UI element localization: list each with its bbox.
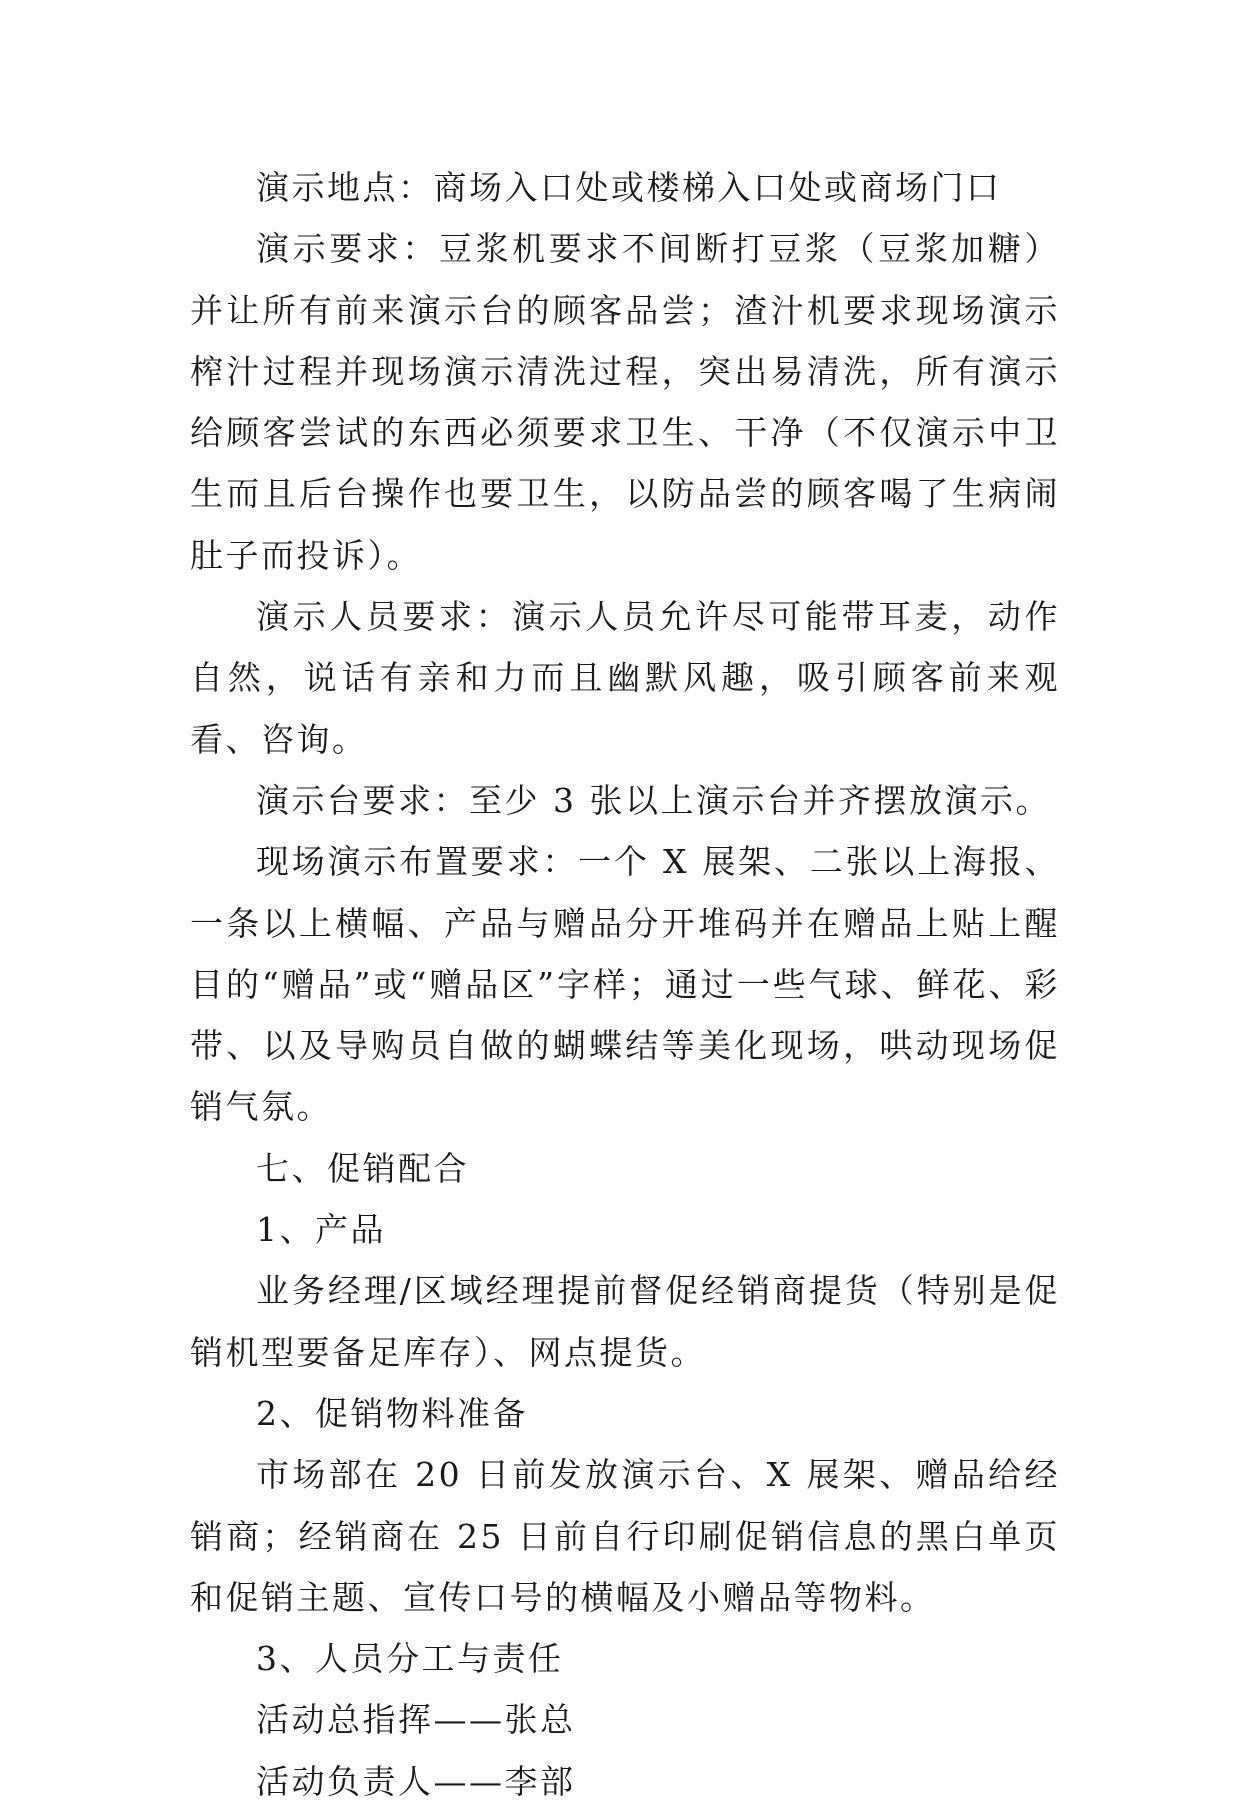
subheading-product: 1、产品	[256, 1210, 386, 1250]
paragraph-demo-location: 演示地点：商场入口处或楼梯入口处或商场门口	[256, 168, 1002, 207]
paragraph-product-stocking: 业务经理/区域经理提前督促经销商提货（特别是促销机型要备足库存）、网点提货。	[190, 1271, 1060, 1372]
paragraph-site-layout-requirements: 现场演示布置要求：一个 X 展架、二张以上海报、一条以上横幅、产品与赠品分开堆码并在赠品上贴上醒目的“赠品”或“赠品区”字样；通过一些气球、鲜花、彩带、以及导购员自做的蝴蝶结等美化现场，哄动现场促销气氛。	[190, 842, 1060, 1127]
subheading-materials: 2、促销物料准备	[256, 1393, 528, 1433]
document-body	[190, 157, 1060, 1812]
role-lead: 活动负责人——李部	[256, 1761, 576, 1801]
section-heading-promotion-support: 七、促销配合	[256, 1148, 469, 1188]
paragraph-demo-staff-requirements: 演示人员要求：演示人员允许尽可能带耳麦，动作自然，说话有亲和力而且幽默风趣，吸引顾客前来观看、咨询。	[190, 597, 1060, 759]
paragraph-materials-schedule: 市场部在 20 日前发放演示台、X 展架、赠品给经销商；经销商在 25 日前自行印刷促销信息的黑白单页和促销主题、宣传口号的横幅及小赠品等物料。	[190, 1455, 1060, 1617]
paragraph-demo-table-requirements: 演示台要求：至少 3 张以上演示台并齐摆放演示。	[256, 780, 1051, 820]
paragraph-demo-requirements: 演示要求：豆浆机要求不间断打豆浆（豆浆加糖）并让所有前来演示台的顾客品尝；渣汁机要求现场演示榨汁过程并现场演示清洗过程，突出易清洗，所有演示给顾客尝试的东西必须要求卫生、干净（不仅演示中卫生而且后台操作也要卫生，以防品尝的顾客喝了生病闹肚子而投诉）。	[190, 229, 1060, 575]
role-commander: 活动总指挥——张总	[256, 1700, 576, 1740]
subheading-staff-roles: 3、人员分工与责任	[256, 1639, 564, 1679]
